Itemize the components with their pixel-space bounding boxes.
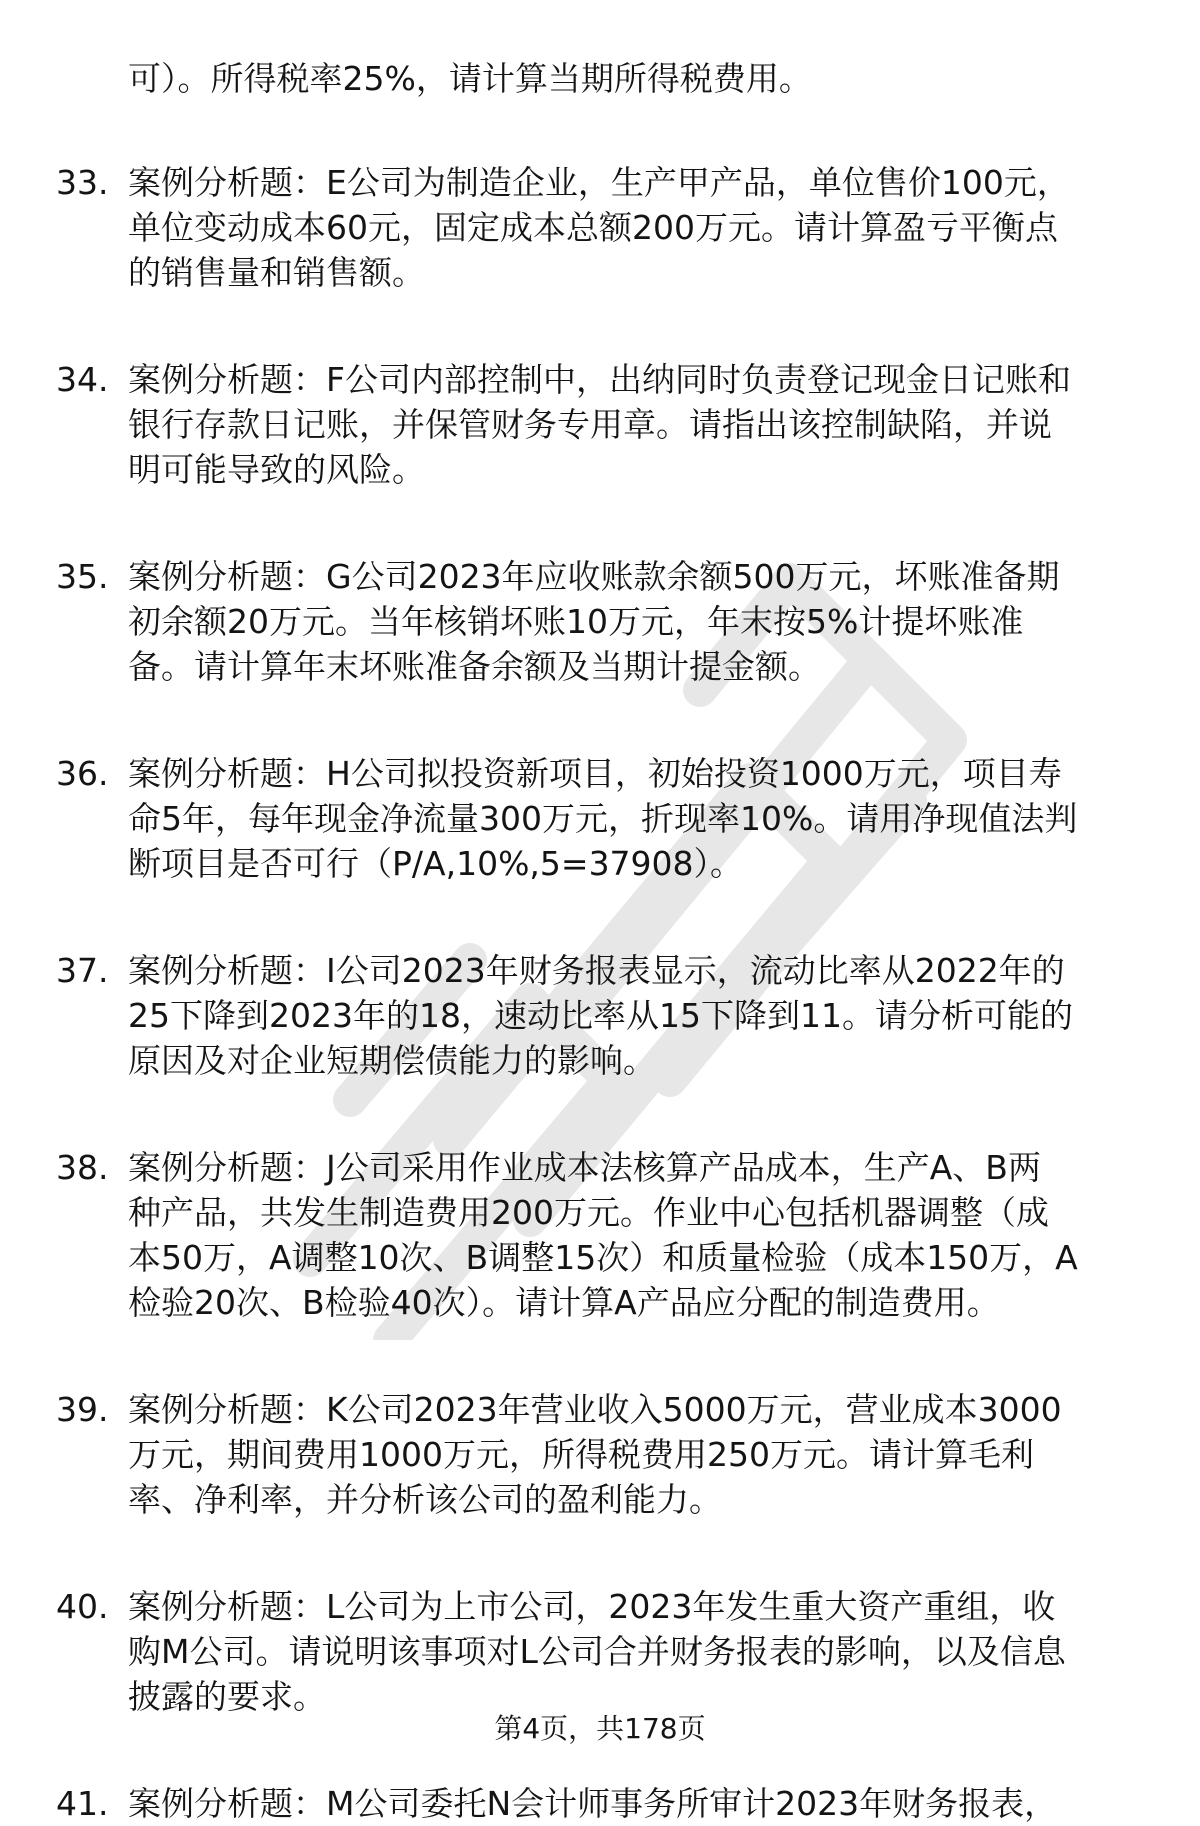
question-text-line: 明可能导致的风险。 [128,450,425,489]
question-text-line: 银行存款日记账，并保管财务专用章。请指出该控制缺陷，并说 [128,405,1052,444]
question-text-line: 案例分析题：L公司为上市公司，2023年发生重大资产重组，收 [128,1587,1056,1626]
question-text-line: 本50万，A调整10次、B调整15次）和质量检验（成本150万，A [128,1238,1078,1277]
question-text-line: 的销售量和销售额。 [128,253,425,292]
question-text-line: 购M公司。请说明该事项对L公司合并财务报表的影响，以及信息 [128,1632,1066,1671]
question-number: 34. [56,360,109,399]
question-36 [0,751,1200,886]
question-40 [0,1584,1200,1719]
question-text-line: 案例分析题：J公司采用作业成本法核算产品成本，生产A、B两 [128,1148,1041,1187]
question-text-line: 种产品，共发生制造费用200万元。作业中心包括机器调整（成 [128,1193,1049,1232]
question-number: 39. [56,1390,109,1429]
question-text-line: 披露的要求。 [128,1677,326,1716]
question-number: 37. [56,951,109,990]
continued-text-line: 可）。所得税率25%，请计算当期所得税费用。 [128,59,812,98]
question-35 [0,554,1200,689]
question-38 [0,1145,1200,1325]
question-text-line: 万元，期间费用1000万元，所得税费用250万元。请计算毛利 [128,1435,1034,1474]
page-footer: 第4页，共178页 [494,1712,706,1745]
question-text-line: 备。请计算年末坏账准备余额及当期计提金额。 [128,647,821,686]
question-41 [0,1781,1200,1826]
question-text-line: 命5年，每年现金净流量300万元，折现率10%。请用净现值法判 [128,799,1078,838]
question-33 [0,160,1200,295]
question-text-line: 案例分析题：H公司拟投资新项目，初始投资1000万元，项目寿 [128,754,1062,793]
question-39 [0,1387,1200,1522]
question-text-line: 原因及对企业短期偿债能力的影响。 [128,1041,656,1080]
question-34 [0,357,1200,492]
question-text-line: 断项目是否可行（P/A,10%,5=37908）。 [128,844,744,883]
question-number: 35. [56,557,109,596]
question-number: 36. [56,754,109,793]
question-text-line: 案例分析题：E公司为制造企业，生产甲产品，单位售价100元， [128,163,1070,202]
document-body [0,60,1200,1826]
question-number: 33. [56,163,109,202]
question-text-line: 案例分析题：F公司内部控制中，出纳同时负责登记现金日记账和 [128,360,1071,399]
question-text-line: 案例分析题：K公司2023年营业收入5000万元，营业成本3000 [128,1390,1062,1429]
question-text-line: 率、净利率，并分析该公司的盈利能力。 [128,1480,722,1519]
question-number: 40. [56,1587,109,1626]
question-text-line: 检验20次、B检验40次）。请计算A产品应分配的制造费用。 [128,1283,1000,1322]
question-text-line: 案例分析题：I公司2023年财务报表显示，流动比率从2022年的 [128,951,1065,990]
question-text-line: 初余额20万元。当年核销坏账10万元，年末按5%计提坏账准 [128,602,1024,641]
question-37 [0,948,1200,1083]
question-number: 41. [56,1784,109,1823]
question-number: 38. [56,1148,109,1187]
question-text-line: 25下降到2023年的18，速动比率从15下降到11。请分析可能的 [128,996,1073,1035]
question-text-line: 案例分析题：M公司委托N会计师事务所审计2023年财务报表， [128,1784,1058,1823]
question-text-line: 案例分析题：G公司2023年应收账款余额500万元，坏账准备期 [128,557,1060,596]
question-text-line: 单位变动成本60元，固定成本总额200万元。请计算盈亏平衡点 [128,208,1058,247]
